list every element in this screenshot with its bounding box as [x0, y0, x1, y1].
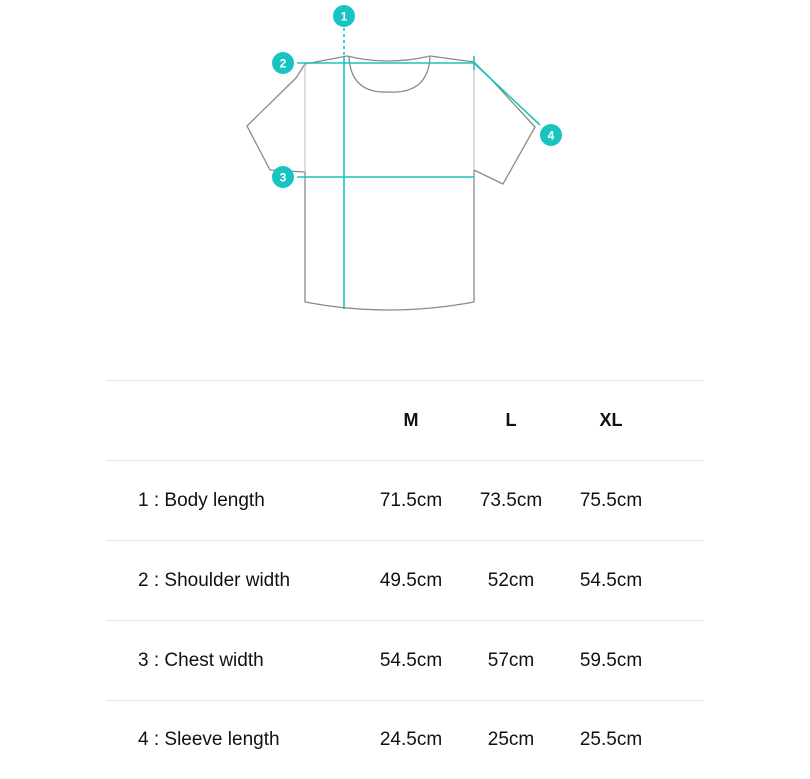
marker-4-label: 4 — [548, 129, 555, 143]
table-row — [106, 621, 704, 701]
marker-3-label: 3 — [280, 171, 287, 185]
sleeve-length-line — [474, 63, 540, 125]
cell-value: 59.5cm — [561, 621, 661, 701]
cell-pad — [661, 621, 704, 701]
cell-value: 54.5cm — [361, 621, 461, 701]
cell-value: 52cm — [461, 541, 561, 621]
header-size-l: L — [461, 381, 561, 461]
cell-value: 71.5cm — [361, 461, 461, 541]
marker-3 — [272, 166, 294, 188]
row-label-sleeve-length: 4 : Sleeve length — [106, 701, 361, 779]
cell-pad — [661, 701, 704, 779]
cell-pad — [661, 461, 704, 541]
tshirt-seams — [305, 62, 474, 172]
row-label-chest-width: 3 : Chest width — [106, 621, 361, 701]
measurement-lines — [297, 28, 540, 309]
row-label-body-length: 1 : Body length — [106, 461, 361, 541]
size-chart-table — [106, 380, 704, 779]
cell-value: 75.5cm — [561, 461, 661, 541]
cell-pad — [661, 541, 704, 621]
marker-1-label: 1 — [341, 10, 348, 24]
cell-value: 25cm — [461, 701, 561, 779]
marker-2-label: 2 — [280, 57, 287, 71]
table-row — [106, 541, 704, 621]
tshirt-measurement-diagram — [0, 0, 810, 330]
header-pad — [661, 381, 704, 461]
cell-value: 73.5cm — [461, 461, 561, 541]
header-size-m: M — [361, 381, 461, 461]
cell-value: 25.5cm — [561, 701, 661, 779]
cell-value: 54.5cm — [561, 541, 661, 621]
cell-value: 57cm — [461, 621, 561, 701]
row-label-shoulder-width: 2 : Shoulder width — [106, 541, 361, 621]
header-size-xl: XL — [561, 381, 661, 461]
table-row — [106, 461, 704, 541]
table-row — [106, 701, 704, 779]
table-header-row — [106, 381, 704, 461]
marker-1 — [333, 5, 355, 27]
cell-value: 49.5cm — [361, 541, 461, 621]
cell-value: 24.5cm — [361, 701, 461, 779]
marker-4 — [540, 124, 562, 146]
marker-2 — [272, 52, 294, 74]
header-empty — [106, 381, 361, 461]
